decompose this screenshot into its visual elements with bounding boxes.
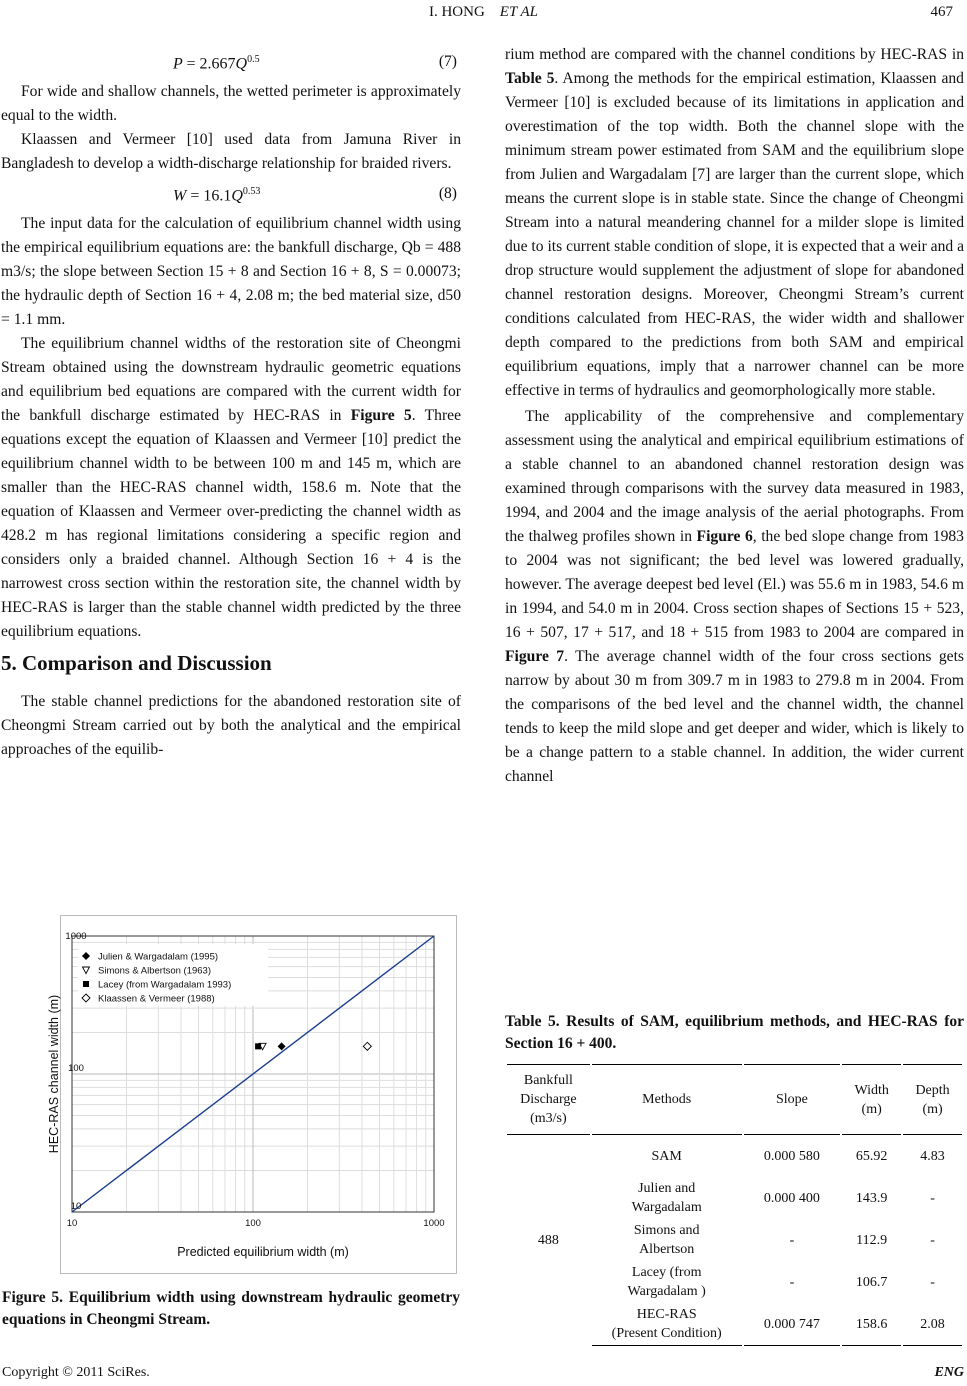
figure-5-chart xyxy=(47,915,457,1274)
data-point xyxy=(278,1042,286,1050)
y-axis-label: HEC-RAS channel width (m) xyxy=(47,994,61,1154)
y-tick-label: 10 xyxy=(70,1201,82,1212)
cell-width: 106.7 xyxy=(855,1274,888,1290)
header-width xyxy=(842,1064,901,1135)
y-tick-label: 100 xyxy=(68,1063,84,1074)
text-span: . The average channel width of the four cross sections gets narrow by about 30 m from 309.7 m in 1983 to 279.8 m in 2004. From the comparisons of the bed level and the channel width, the channel tends to keep the mild slope and get deeper and wider, which is likely to be a change pattern to a stable channel. In addition, the wider current channel xyxy=(505,648,964,785)
cell-slope: - xyxy=(789,1232,795,1248)
header-text: Discharge xyxy=(520,1092,577,1107)
legend-label: Lacey (from Wargadalam 1993) xyxy=(98,979,232,991)
x-tick-label: 1000 xyxy=(423,1218,445,1229)
cell-depth: - xyxy=(930,1274,935,1290)
cell-width: 143.9 xyxy=(855,1190,888,1206)
cell-width: 158.6 xyxy=(842,1303,901,1346)
header-text: Width xyxy=(854,1082,889,1098)
cell-slope: 0.000 400 xyxy=(763,1190,820,1206)
header-text: Bankfull xyxy=(523,1073,573,1088)
legend-label: Julien & Wargadalam (1995) xyxy=(98,951,219,963)
cell-width: 65.92 xyxy=(855,1148,888,1164)
cell-method xyxy=(592,1177,742,1219)
running-head-authors: I. HONG xyxy=(428,4,485,20)
method-text: Julien and xyxy=(638,1181,696,1196)
cell-depth: - xyxy=(930,1190,935,1206)
eq8-number: (8) xyxy=(438,185,457,202)
header-depth xyxy=(903,1064,962,1135)
cell-width: 112.9 xyxy=(856,1232,888,1248)
header-text: (m3/s) xyxy=(530,1111,567,1126)
x-tick-label: 100 xyxy=(245,1218,261,1229)
header-methods: Methods xyxy=(592,1064,742,1135)
right-column xyxy=(505,43,964,789)
method-text: Albertson xyxy=(639,1242,695,1257)
method-text: HEC-RAS xyxy=(636,1307,697,1322)
scatter-plot xyxy=(47,916,456,1273)
method-text: Wargadalam ) xyxy=(627,1284,706,1299)
eq7-number: (7) xyxy=(438,53,457,70)
copyright: Copyright © 2011 SciRes. xyxy=(2,1365,150,1380)
cell-discharge: 488 xyxy=(537,1233,559,1248)
table-header-row xyxy=(507,1064,962,1135)
journal-name: ENG xyxy=(934,1365,964,1380)
text-span: rium method are compared with the channel conditions by HEC-RAS in xyxy=(505,46,964,63)
page-footer xyxy=(2,1365,964,1381)
paragraph-comparison xyxy=(505,43,964,403)
figure-5-ref[interactable]: Figure 5 xyxy=(350,407,412,424)
results-table xyxy=(505,1064,964,1346)
header-slope: Slope xyxy=(744,1064,841,1135)
cell-method xyxy=(592,1219,742,1261)
paragraph-wide-channels: For wide and shallow channels, the wetted perimeter is approximately equal to the width. xyxy=(1,83,461,124)
method-text: Wargadalam xyxy=(631,1200,702,1215)
running-head xyxy=(0,4,967,21)
figure-6-ref[interactable]: Figure 6 xyxy=(696,528,753,545)
page-header xyxy=(0,4,967,26)
section-title: 5. Comparison and Discussion xyxy=(1,651,272,675)
cell-slope: - xyxy=(789,1274,795,1290)
text-span: . Three equations except the equation of Klaassen and Vermeer [10] predict the equilibrium channel width to be between 100 m and 145 m, which are smaller than the HEC-RAS channel width, 158.6 m. Note that the equation of Klaassen and Vermeer over-predicting the channel width as 428.2 m has regional limitations considering a specific region and considers only a braided channel. Although Section 16 + 4 is the narrowest cross section within the restoration site, the channel width by HEC-RAS is larger than the stable channel width predicted by the three equilibrium equations. xyxy=(1,407,462,640)
data-point xyxy=(363,1042,371,1050)
data-point xyxy=(255,1043,261,1049)
legend-marker xyxy=(83,981,89,987)
figure-7-ref[interactable]: Figure 7 xyxy=(505,648,565,665)
paragraph-stable-predictions: The stable channel predictions for the abandoned restoration site of Cheongmi Stream carried out by both the analytical and the empirical approaches of the equilib- xyxy=(1,693,461,758)
cell-slope: 0.000 580 xyxy=(763,1148,820,1164)
method-text: (Present Condition) xyxy=(611,1326,722,1341)
figure-caption: Figure 5. Equilibrium width using downstream hydraulic geometry equations in Cheongmi Stream. xyxy=(2,1289,460,1328)
eq7-var: Q xyxy=(235,55,248,73)
header-text: (m) xyxy=(861,1101,882,1117)
cell-method xyxy=(592,1261,742,1303)
cell-method xyxy=(592,1135,742,1177)
text-span: , the bed slope change from 1983 to 2004 was not significant; the bed level was lowered gradually, however. The average deepest bed level (El.) was 55.6 m in 1983, 54.6 m in 1994, and 54.0 m in 2004. Cross section shapes of Sections 15 + 523, 16 + 507, 17 + 517, and 18 + 515 from 1983 to 2004 are compared in xyxy=(505,528,964,641)
eq8-lhs: W xyxy=(173,187,187,205)
header-discharge xyxy=(507,1064,590,1135)
eq8-exponent: 0.53 xyxy=(242,186,261,197)
method-text: SAM xyxy=(651,1148,682,1164)
equation-7 xyxy=(1,44,461,80)
cell-depth: 4.83 xyxy=(920,1148,945,1164)
text-span: . Among the methods for the empirical estimation, Klaassen and Vermeer [10] is excluded because of its limitations in application and overestimation of the top width. Both the channel slope with the minimum stream power estimated from SAM and the equilibrium slope from Julien and Wargadalam [7] are larger than the current slope, which means the current slope is in stable state. Since the change of Cheongmi Stream into a natural meandering channel for a milder slope is limited due to its current stable condition of slope, it is expected that a weir and a drop structure would supplement the adjustment of slope for abandoned channel restoration designs. Moreover, Cheongmi Stream’s current conditions calculated from HEC-RAS, the wider width and shallower depth compared to the predictions from both SAM and empirical equilibrium equations, imply that a narrower channel can be more effective in terms of hydraulics and geomorphologically more stable. xyxy=(505,70,965,399)
method-text: Simons and xyxy=(633,1223,700,1238)
cell-method xyxy=(592,1303,742,1346)
equation-8 xyxy=(1,176,461,212)
legend-label: Klaassen & Vermeer (1988) xyxy=(98,993,215,1005)
y-tick-label: 1000 xyxy=(65,931,87,942)
method-text: Lacey (from xyxy=(631,1265,702,1280)
left-column xyxy=(1,44,461,762)
table-row xyxy=(507,1135,962,1177)
paragraph-equilibrium-widths xyxy=(1,332,461,644)
eq7-lhs: P xyxy=(173,55,183,73)
header-text: (m) xyxy=(922,1101,943,1117)
paragraph-applicability xyxy=(505,405,964,789)
paragraph-klaassen: Klaassen and Vermeer [10] used data from Jamuna River in Bangladesh to develop a width-discharge relationship for braided rivers. xyxy=(1,131,461,172)
cell-depth: - xyxy=(930,1232,935,1248)
x-axis-label: Predicted equilibrium width (m) xyxy=(177,1245,349,1259)
eq8-rhs: = 16.1 xyxy=(190,187,232,205)
text-span: The applicability of the comprehensive and complementary assessment using the analytical and empirical equilibrium estimations of a stable channel to an abandoned channel restoration design was examined through comparisons with the survey data measured in 1983, 1994, and 2004 and the image analysis of the aerial photographs. From the thalweg profiles shown in xyxy=(505,408,964,545)
header-text: Depth xyxy=(915,1082,950,1098)
cell-depth: 2.08 xyxy=(903,1303,962,1346)
paragraph-input-data: The input data for the calculation of equilibrium channel width using the empirical equilibrium equations are: the bankfull discharge, Qb = 488 m3/s; the slope between Section 15 + 8 and Section 16 + 8, S = 0.00073; the hydraulic depth of Section 16 + 4, 2.08 m; the bed material size, d50 = 1.1 mm. xyxy=(1,215,461,328)
eq7-rhs: = 2.667 xyxy=(186,55,236,73)
eq7-exponent: 0.5 xyxy=(247,54,260,65)
table-5-ref[interactable]: Table 5 xyxy=(505,70,555,87)
legend-label: Simons & Albertson (1963) xyxy=(98,965,212,977)
text-span: The equilibrium channel widths of the restoration site of Cheongmi Stream obtained using the downstream hydraulic geometric equations and equilibrium bed equations are compared with the current width for the bankfull discharge estimated by HEC-RAS in xyxy=(1,335,461,424)
page-number: 467 xyxy=(930,4,953,20)
running-head-etal: ET AL xyxy=(499,4,539,20)
x-tick-label: 10 xyxy=(66,1218,78,1229)
eq8-var: Q xyxy=(231,187,243,205)
cell-slope: 0.000 747 xyxy=(744,1303,841,1346)
table-caption: Table 5. Results of SAM, equilibrium methods, and HEC-RAS for Section 16 + 400. xyxy=(505,1013,964,1052)
